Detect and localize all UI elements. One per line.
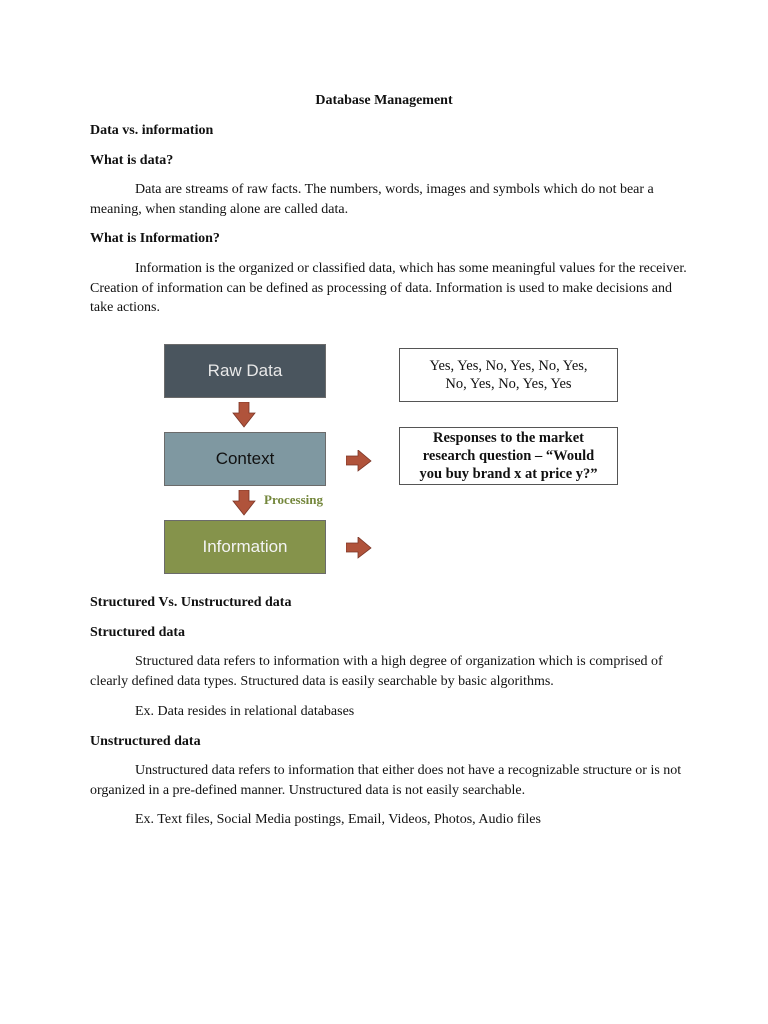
- paragraph-structured-text: Structured data refers to information with a high degree of organization which is comprised of clearly defined data types. Structured data is easily searchable by basic algorithms.: [90, 654, 663, 689]
- example-unstructured-data: Ex. Text files, Social Media postings, Email, Videos, Photos, Audio files: [135, 812, 541, 827]
- paragraph-data-text: Data are streams of raw facts. The numbers, words, images and symbols which do not bear a meaning, when standing alone are called data.: [90, 182, 654, 217]
- heading-what-is-data: What is data?: [90, 153, 174, 168]
- raw-data-label: Raw Data: [207, 361, 283, 380]
- information-box: [164, 520, 326, 574]
- right-arrow-icon: [346, 450, 372, 472]
- context-example-box: [399, 427, 618, 485]
- information-label: Information: [202, 537, 288, 556]
- processing-label: Processing: [264, 492, 323, 507]
- context-example-line: research question – “Would: [422, 448, 595, 464]
- context-label: Context: [215, 449, 275, 468]
- raw-example-line: Yes, Yes, No, Yes, No, Yes,: [429, 358, 588, 374]
- right-arrow-icon: [346, 537, 372, 559]
- heading-structured-data: Structured data: [90, 625, 186, 640]
- context-box: [164, 432, 326, 486]
- raw-example-line: No, Yes, No, Yes, Yes: [445, 376, 572, 392]
- down-arrow-icon: [232, 490, 256, 516]
- down-arrow-icon: [232, 402, 256, 428]
- document-title: Database Management: [315, 93, 453, 108]
- heading-unstructured-data: Unstructured data: [90, 734, 201, 749]
- context-example-line: Responses to the market: [432, 430, 585, 446]
- paragraph-data-definition: [90, 180, 690, 219]
- example-structured-data: Ex. Data resides in relational databases: [135, 704, 355, 719]
- heading-what-is-information: What is Information?: [90, 231, 220, 246]
- heading-structured-vs-unstructured: Structured Vs. Unstructured data: [90, 595, 292, 610]
- paragraph-information-definition: [90, 259, 690, 318]
- raw-data-example-box: [399, 348, 618, 402]
- heading-data-vs-information: Data vs. information: [90, 123, 214, 138]
- paragraph-info-text: Information is the organized or classified data, which has some meaningful values for the receiver. Creation of information can be defined as processing of data. Information is used to make decisions and take actions.: [90, 261, 687, 315]
- paragraph-unstructured-text: Unstructured data refers to information that either does not have a recognizable structure or is not organized in a pre-defined manner. Unstructured data is not easily searchable.: [90, 763, 682, 798]
- context-example-line: you buy brand x at price y?”: [419, 466, 598, 482]
- paragraph-structured-data: [90, 652, 690, 691]
- raw-data-box: [164, 344, 326, 398]
- paragraph-unstructured-data: [90, 761, 690, 800]
